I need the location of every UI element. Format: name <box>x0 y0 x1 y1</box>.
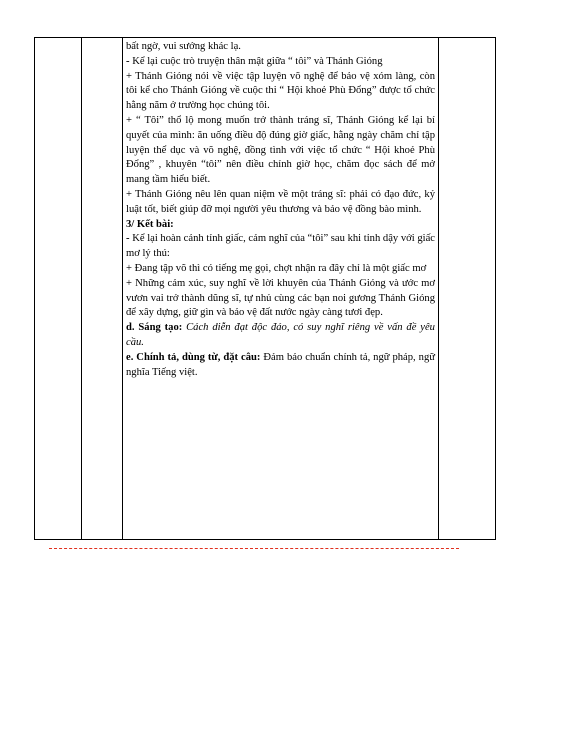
section-heading <box>126 218 435 233</box>
paragraph: + Thánh Gióng nêu lên quan niệm về một tráng sĩ: phải có đạo đức, kỷ luật tốt, biết giúp đỡ mọi người yêu thương và bảo vệ đồng bào mình. <box>126 188 435 215</box>
paragraph <box>126 55 435 70</box>
paragraph <box>126 232 435 262</box>
criterion-creativity <box>126 321 435 351</box>
paragraph: + Đang tập võ thì có tiếng mẹ gọi, chợt nhận ra đây chỉ là một giấc mơ <box>126 262 427 274</box>
criterion-spelling <box>126 351 435 381</box>
page-separator-dashed-line <box>49 548 459 549</box>
table-column-divider <box>81 38 82 539</box>
criterion-text: Đảm bảo chuẩn chính tả, ngữ pháp, ngữ nghĩa Tiếng việt. <box>126 351 435 378</box>
heading-text: 3/ Kết bài: <box>126 218 174 230</box>
bullet-dash: - <box>126 233 133 245</box>
criterion-text: Cách diễn đạt độc đáo, có suy nghĩ riêng về vấn đề yêu cầu. <box>126 322 435 348</box>
table-content-cell <box>126 40 435 380</box>
paragraph-text: Kể lại cuộc trò truyện thân mật giữa “ tôi” và Thánh Gióng <box>132 55 383 67</box>
table-column-divider <box>438 38 439 539</box>
paragraph: + Thánh Gióng nói về việc tập luyện võ nghệ để bảo vệ xóm làng, còn tôi kể cho Thánh Gióng về cuộc thi “ Hội khoẻ Phù Đổng” được tổ chức hằng năm ở trường học chúng tôi. <box>126 70 435 112</box>
paragraph: + Những cảm xúc, suy nghĩ về lời khuyên của Thánh Gióng và ước mơ vươn vai trở thành dũng sĩ, tự nhủ cùng các bạn noi gương Thánh Gióng để xây dựng, giữ gìn và bảo vệ đất nước ngày càng tươi đẹp. <box>126 277 435 319</box>
grading-table <box>34 37 496 540</box>
paragraph: bất ngờ, vui sướng khác lạ. <box>126 41 241 52</box>
paragraph-text: Kể lại hoàn cảnh tỉnh giấc, cảm nghĩ của “tôi” sau khi tỉnh dậy với giấc mơ lý thú: <box>126 233 435 260</box>
paragraph: + “ Tôi” thổ lộ mong muốn trở thành tráng sĩ, Thánh Gióng kể lại bí quyết của mình: ăn uống điều độ đúng giờ giấc, hằng ngày chăm chỉ tập luyện thể dục và võ nghệ, đồng tình với việc tổ chức “ Hội khoẻ Phù Đổng” , khuyên “tôi” nên điều chỉnh giờ học, chăm đọc sách để mở mang tầm hiểu biết. <box>126 114 435 186</box>
criterion-label: d. Sáng tạo: <box>126 322 183 334</box>
criterion-label: e. Chính tả, dùng từ, đặt câu: <box>126 351 261 363</box>
bullet-dash: - <box>126 55 133 67</box>
table-column-divider <box>122 38 123 539</box>
